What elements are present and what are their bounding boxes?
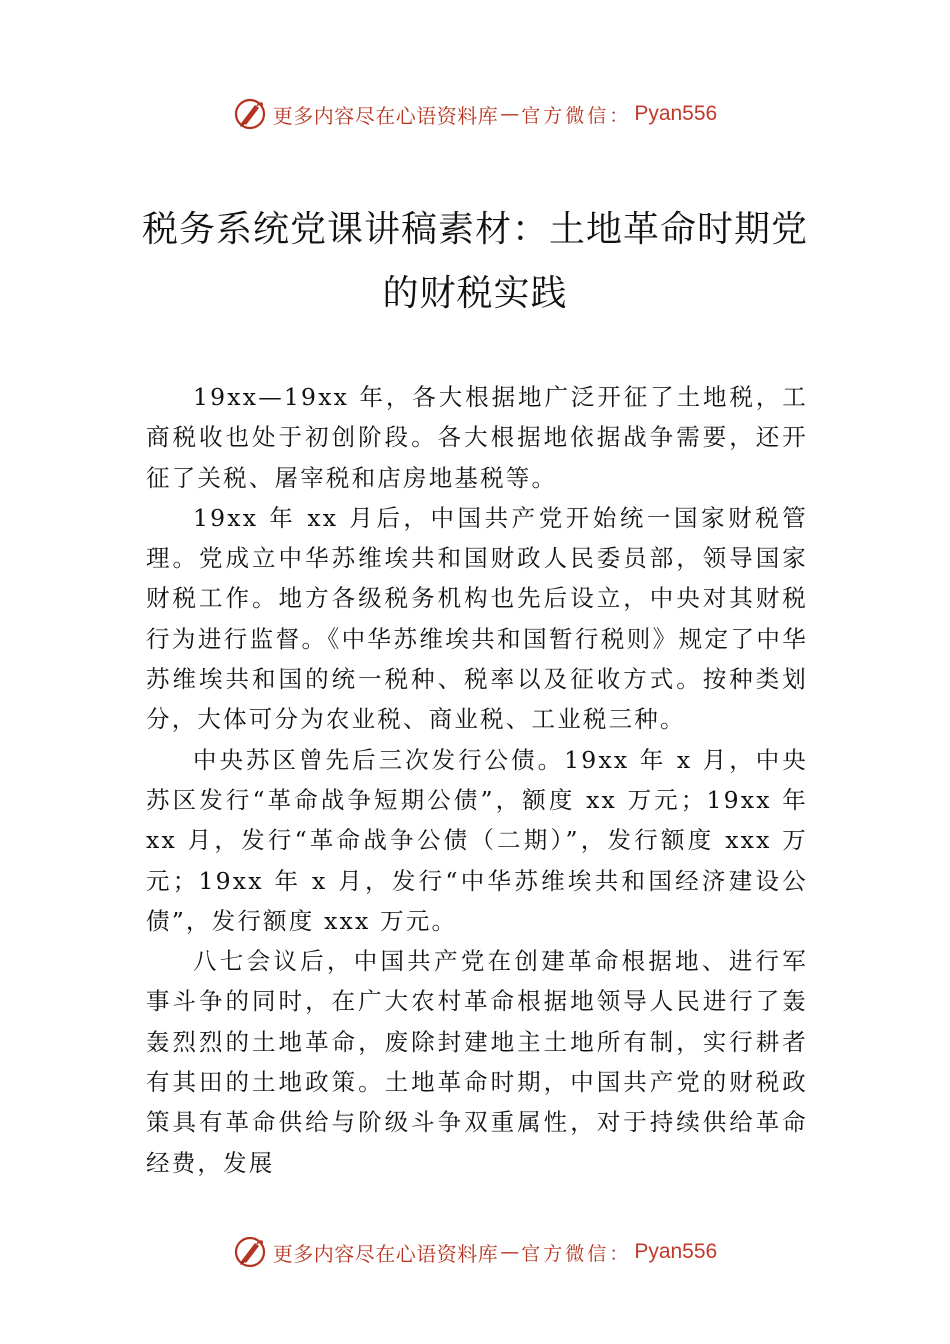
paragraph-1: 19xx—19xx 年，各大根据地广泛开征了土地税，工商税收也处于初创阶段。各大根据地依据战争需要，还开征了关税、屠宰税和店房地基税等。 xyxy=(146,383,808,492)
paragraph-4: 八七会议后，中国共产党在创建革命根据地、进行军事斗争的同时，在广大农村革命根据地领导人民进行了轰轰烈烈的土地革命，废除封建地主土地所有制，实行耕者有其田的土地政策。土地革命时期，中国共产党的财税政策具有革命供给与阶级斗争双重属性，对于持续供给革命经费，发展 xyxy=(146,947,808,1177)
wechat-label: 官方微信 xyxy=(521,104,610,127)
brand-text: 更多内容尽在心语资料库 xyxy=(272,103,499,128)
paragraph-3: 中央苏区曾先后三次发行公债。19xx 年 x 月，中央苏区发行“革命战争短期公债”，额度 xx 万元；19xx 年 xx 月，发行“革命战争公债（二期）”，发行额度 xxx 万元；19xx 年 x 月，发行“中华苏维埃共和国经济建设公债”，发行额度 xxx 万元。 xyxy=(146,745,808,935)
footer-watermark-banner xyxy=(0,1232,950,1272)
wechat-id: Pyan556 xyxy=(634,102,718,125)
banner-separator: — xyxy=(500,1241,520,1263)
wechat-colon: ： xyxy=(609,104,629,127)
document-body xyxy=(146,377,808,1183)
title-line-1: 税务系统党课讲稿素材：土地革命时期党 xyxy=(141,209,808,250)
wechat-colon: ： xyxy=(609,1242,629,1265)
paragraph-2: 19xx 年 xx 月后，中国共产党开始统一国家财税管理。党成立中华苏维埃共和国财政人民委员部，领导国家财税工作。地方各级税务机构也先后设立，中央对其财税行为进行监督。《中华苏维埃共和国暂行税则》规定了中华苏维埃共和国的统一税种、税率以及征收方式。按种类划分，大体可分为农业税、商业税、工业税三种。 xyxy=(146,503,808,734)
wechat-label: 官方微信 xyxy=(521,1242,610,1265)
brand-text: 更多内容尽在心语资料库 xyxy=(272,1241,499,1266)
banner-separator: — xyxy=(500,103,520,125)
pen-logo-icon xyxy=(233,97,267,131)
document-title xyxy=(120,198,830,326)
title-line-2: 的财税实践 xyxy=(382,273,568,314)
wechat-id: Pyan556 xyxy=(634,1240,718,1263)
pen-logo-icon xyxy=(233,1235,267,1269)
header-watermark-banner xyxy=(0,94,950,134)
